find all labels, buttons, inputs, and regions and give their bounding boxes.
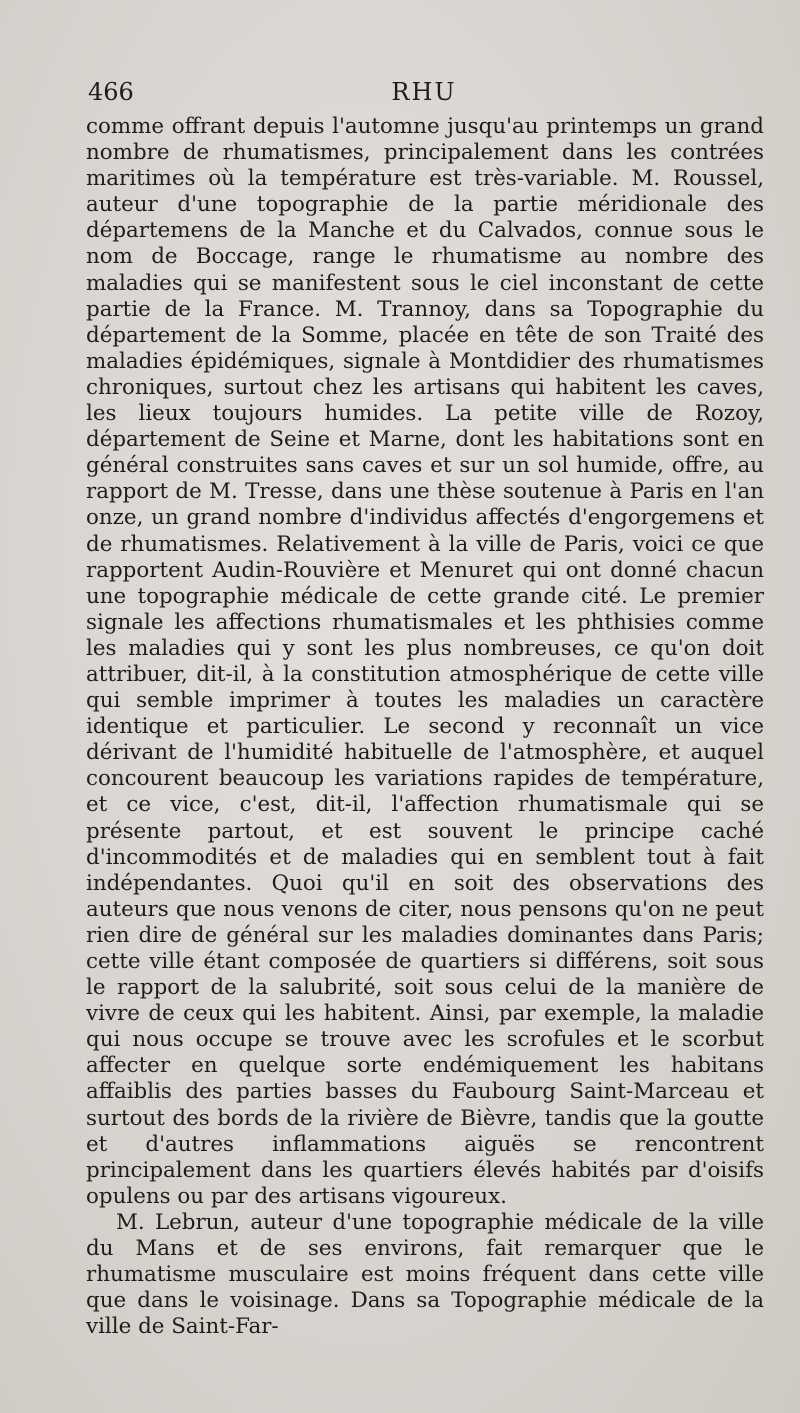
paragraph-2: M. Lebrun, auteur d'une topographie médicale de la ville du Mans et de ses environs, fait remarquer que le rhumatisme musculaire est moins fréquent dans cette ville que dans le voisinage. Dans sa Topographie médicale de la ville de Saint-Far- <box>86 1209 764 1340</box>
page-number: 466 <box>88 78 134 106</box>
paragraph-1: comme offrant depuis l'automne jusqu'au printemps un grand nombre de rhumatismes, principalement dans les contrées maritimes où la température est très-variable. M. Roussel, auteur d'une topographie de la partie méridionale des départemens de la Manche et du Calvados, connue sous le nom de Boccage, range le rhumatisme au nombre des maladies qui se manifestent sous le ciel inconstant de cette partie de la France. M. Trannoy, dans sa Topographie du département de la Somme, placée en tête de son Traité des maladies épidémiques, signale à Montdidier des rhumatismes chroniques, surtout chez les artisans qui habitent les caves, les lieux toujours humides. La petite ville de Rozoy, département de Seine et Marne, dont les habitations sont en général construites sans caves et sur un sol humide, offre, au rapport de M. Tresse, dans une thèse soutenue à Paris en l'an onze, un grand nombre d'individus affectés d'engorgemens et de rhumatismes. Relativement à la ville de Paris, voici ce que rapportent Audin-Rouvière et Menuret qui ont donné chacun une topographie médicale de cette grande cité. Le premier signale les affections rhumatismales et les phthisies comme les maladies qui y sont les plus nombreuses, ce qu'on doit attribuer, dit-il, à la constitution atmosphérique de cette ville qui semble imprimer à toutes les maladies un caractère identique et particulier. Le second y reconnaît un vice dérivant de l'humidité habituelle de l'atmosphère, et auquel concourent beaucoup les variations rapides de température, et ce vice, c'est, dit-il, l'affection rhumatismale qui se présente partout, et est souvent le principe caché d'incommodités et de maladies qui en semblent tout à fait indépendantes. Quoi qu'il en soit des observations des auteurs que nous venons de citer, nous pensons qu'on ne peut rien dire de général sur les maladies dominantes dans Paris; cette ville étant composée de quartiers si différens, soit sous le rapport de la salubrité, soit sous celui de la manière de vivre de ceux qui les habitent. Ainsi, par exemple, la maladie qui nous occupe se trouve avec les scrofules et le scorbut affecter en quelque sorte endémiquement les habitans affaiblis des parties basses du Faubourg Saint-Marceau et surtout des bords de la rivière de Bièvre, tandis que la goutte et d'autres inflammations aiguës se rencontrent principalement dans les quartiers élevés habités par d'oisifs opulens ou par des artisans vigoureux. <box>86 114 764 1209</box>
page-header <box>88 78 760 110</box>
running-head: RHU <box>391 78 457 106</box>
body-text <box>86 114 764 1340</box>
